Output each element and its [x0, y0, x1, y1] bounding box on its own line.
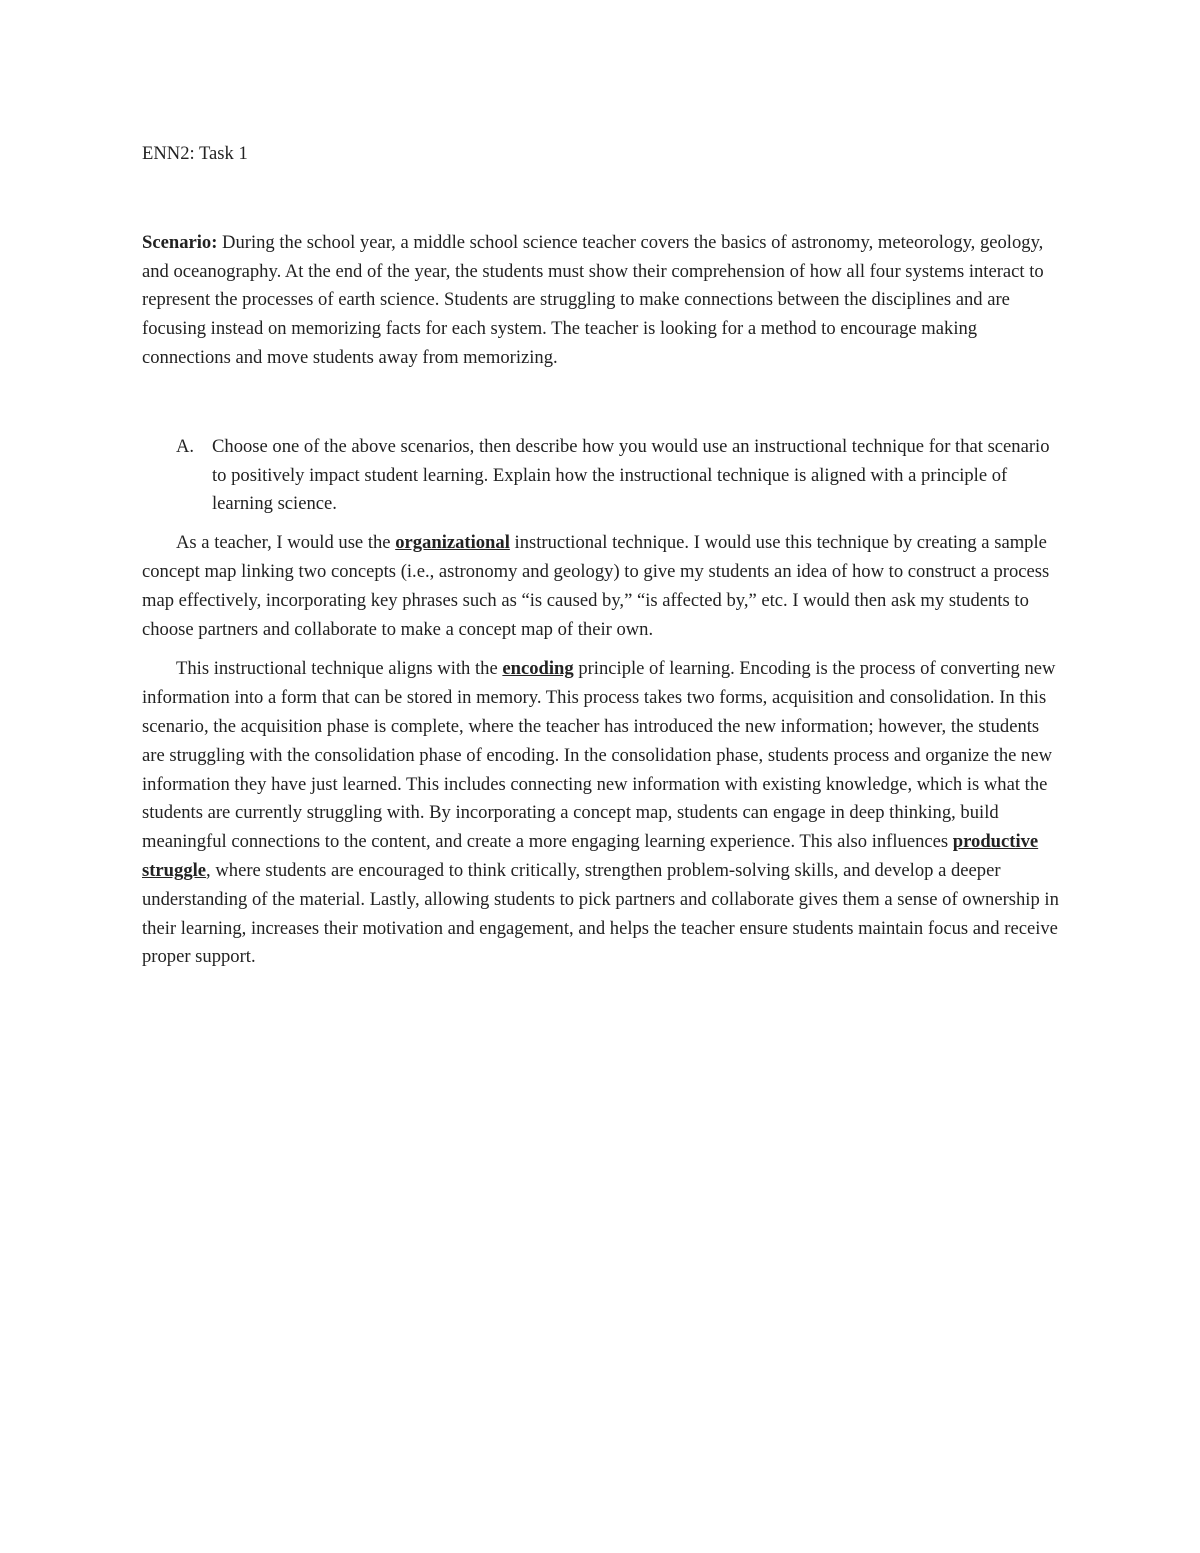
answer-2-text-before: This instructional technique aligns with the — [176, 658, 503, 680]
key-term-organizational: organizational — [395, 532, 510, 554]
answer-2-text-middle: principle of learning. Encoding is the process of converting new information into a form that can be stored in memory. This process takes two forms, acquisition and consolidation. In this scenario, the acquisition phase is complete, where the teacher has introduced the new information; however, the students are struggling with the consolidation phase of encoding. In the consolidation phase, students process and organize the new information they have just learned. This includes connecting new information with existing knowledge, which is what the students are currently struggling with. By incorporating a concept map, students can engage in deep thinking, build meaningful connections to the content, and create a more engaging learning experience. This also influences — [142, 658, 1056, 853]
key-term-encoding: encoding — [502, 658, 574, 680]
answer-1-text-before: As a teacher, I would use the — [176, 532, 396, 554]
answer-paragraph-2 — [142, 655, 1062, 972]
document-page — [142, 140, 1062, 983]
answer-2-text-after: , where students are encouraged to think critically, strengthen problem-solving skills, and develop a deeper understanding of the material. Lastly, allowing students to pick partners and collaborate gives them a sense of ownership in their learning, increases their motivation and engagement, and helps the teacher ensure students maintain focus and receive proper support. — [142, 859, 1059, 968]
key-term-productive-struggle: productive struggle — [142, 831, 1039, 881]
answer-paragraph-1 — [142, 529, 1062, 644]
scenario-paragraph — [142, 229, 1062, 373]
document-title: ENN2: Task 1 — [142, 143, 248, 164]
scenario-text: During the school year, a middle school science teacher covers the basics of astronomy, meteorology, geology, and oceanography. At the end of the year, the students must show their comprehension of how all four systems interact to represent the processes of earth science. Students are struggling to make connections between the disciplines and are focusing instead on memorizing facts for each system. The teacher is looking for a method to encourage making connections and move students away from memorizing. — [142, 231, 1044, 368]
question-text: Choose one of the above scenarios, then describe how you would use an instructional technique for that scenario to positively impact student learning. Explain how the instructional technique is aligned with a principle of learning science. — [212, 435, 1050, 515]
question-item — [142, 433, 1062, 519]
scenario-label: Scenario: — [142, 231, 218, 253]
question-marker: A. — [176, 435, 195, 457]
answer-1-text-after: instructional technique. I would use this technique by creating a sample concept map linking two concepts (i.e., astronomy and geology) to give my students an idea of how to construct a process map effectively, incorporating key phrases such as “is caused by,” “is affected by,” etc. I would then ask my students to choose partners and collaborate to make a concept map of their own. — [142, 532, 1050, 640]
